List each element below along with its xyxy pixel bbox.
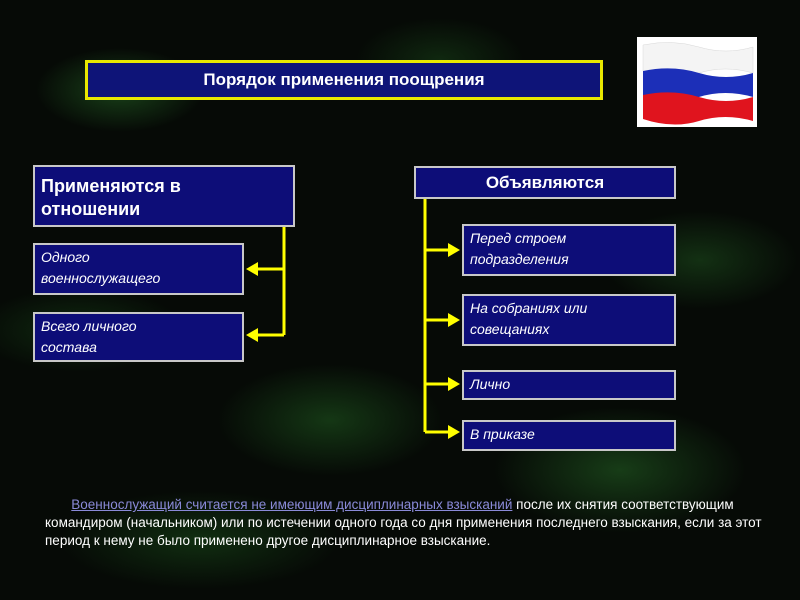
item-all-personnel: Всего личного состава	[33, 312, 244, 362]
item-before-formation: Перед строем подразделения	[462, 224, 676, 276]
arrowhead-right-1	[448, 243, 460, 257]
arrowhead-left-1	[246, 262, 258, 276]
applied-to-header: Применяются в отношении	[33, 165, 295, 227]
item-meetings: На собраниях или совещаниях	[462, 294, 676, 346]
page-title: Порядок применения поощрения	[203, 70, 485, 89]
arrowhead-right-2	[448, 313, 460, 327]
item-one-serviceman: Одного военнослужащего	[33, 243, 244, 295]
arrowhead-right-4	[448, 425, 460, 439]
announced-header-label: Объявляются	[485, 172, 605, 192]
footnote-link[interactable]: Военнослужащий считается не имеющим дисциплинарных взысканий	[71, 497, 513, 512]
footnote	[45, 496, 765, 550]
arrowhead-right-3	[448, 377, 460, 391]
footnote-text: после их снятия соответствующим командиром (начальником) или по истечении одного года со дня применения последнего взыскания, если за этот период к нему не было применено другое дисциплинарное взыскание.	[45, 497, 762, 548]
item-personally: Лично	[462, 370, 676, 400]
item-in-order: В приказе	[462, 420, 676, 451]
arrowhead-left-2	[246, 328, 258, 342]
